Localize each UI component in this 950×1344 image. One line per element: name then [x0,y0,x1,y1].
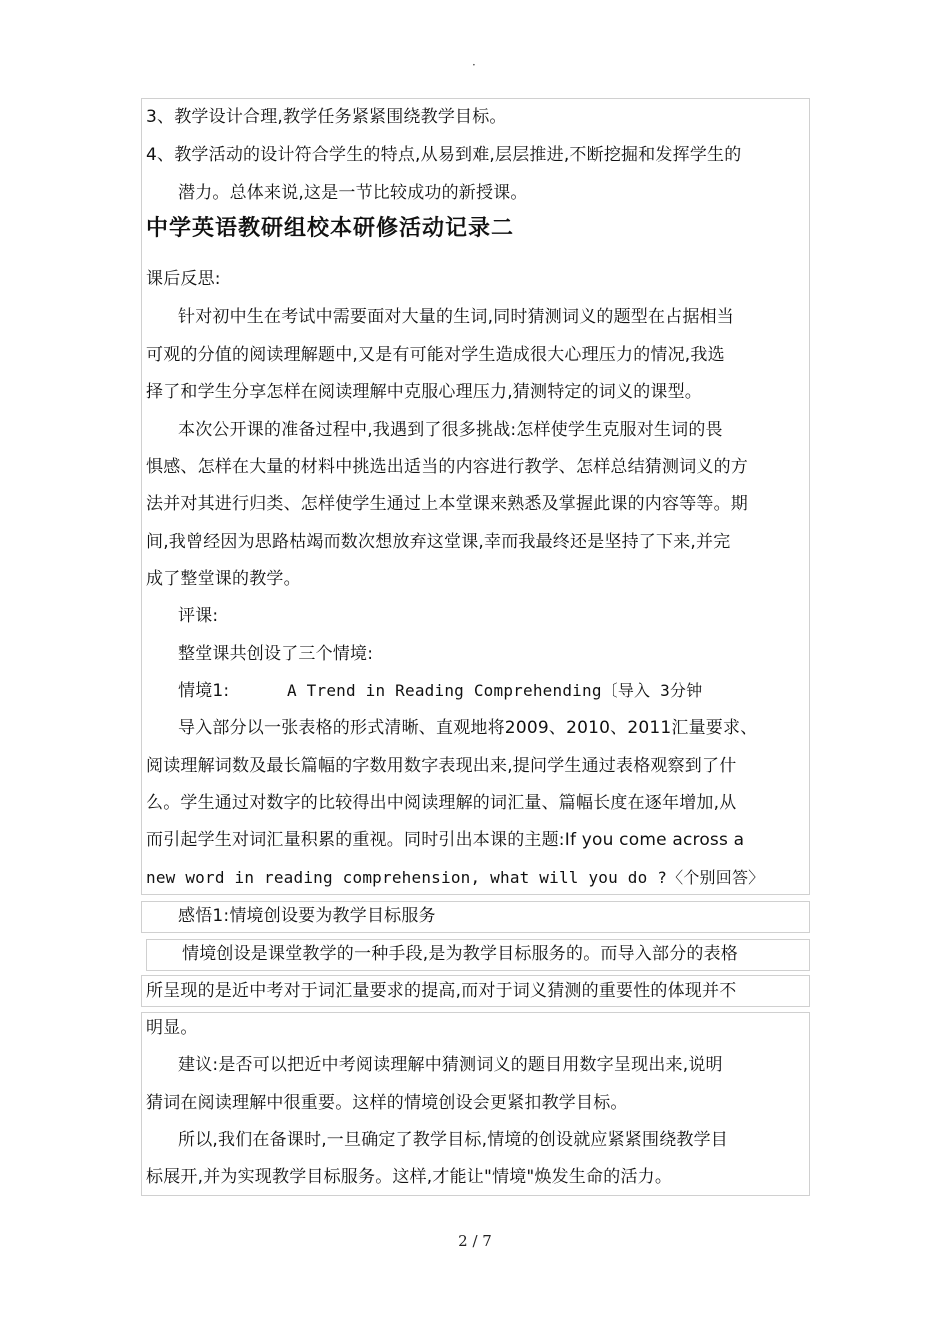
conclusion-line1: 所以,我们在备课时,一旦确定了教学目标,情境的创设就应紧紧围绕教学目 [178,1130,729,1150]
suggestion-line1: 建议:是否可以把近中考阅读理解中猜测词义的题目用数字呈现出来,说明 [178,1055,723,1075]
header-mark: · [472,58,476,72]
reflection-label: 课后反思: [146,269,221,289]
scenario1-label: 情境1: [178,681,230,701]
insight1-desc-line3: 明显。 [146,1018,198,1038]
scenario1-desc-line4: 而引起学生对词汇量积累的重视。同时引出本课的主题:If you come across a [146,830,745,850]
reflection-p2-line3: 法并对其进行归类、怎样使学生通过上本堂课来熟悉及掌握此课的内容等等。期 [146,494,748,514]
suggestion-line2: 猜词在阅读理解中很重要。这样的情境创设会更紧扣教学目标。 [146,1093,628,1113]
review-label: 评课: [178,606,219,626]
reflection-p1-line1: 针对初中生在考试中需要面对大量的生词,同时猜测词义的题型在占据相当 [178,307,735,327]
review-summary: 整堂课共创设了三个情境: [178,644,374,664]
reflection-p1-line2: 可观的分值的阅读理解题中,又是有可能对学生造成很大心理压力的情况,我选 [146,345,725,365]
intro-item-4-line2: 潜力。总体来说,这是一节比较成功的新授课。 [178,183,528,203]
scenario1-desc-line2: 阅读理解词数及最长篇幅的字数用数字表现出来,提问学生通过表格观察到了什 [146,756,737,776]
page-number: 2 / 7 [458,1232,492,1250]
reflection-p1-line3: 择了和学生分享怎样在阅读理解中克服心理压力,猜测特定的词义的课型。 [146,382,703,402]
insight1-title: 感悟1:情境创设要为教学目标服务 [178,906,436,926]
insight1-desc-line1: 情境创设是课堂教学的一种手段,是为教学目标服务的。而导入部分的表格 [182,944,739,964]
scenario1-desc-line5: new word in reading comprehension, what will you do ?〈个别回答〉 [146,868,765,887]
page-title: 中学英语教研组校本研修活动记录二 [146,216,515,241]
intro-item-3: 3、教学设计合理,教学任务紧紧围绕教学目标。 [146,107,507,127]
reflection-p2-line5: 成了整堂课的教学。 [146,569,301,589]
reflection-p2-line1: 本次公开课的准备过程中,我遇到了很多挑战:怎样使学生克服对生词的畏 [178,420,723,440]
conclusion-line2: 标展开,并为实现教学目标服务。这样,才能让"情境"焕发生命的活力。 [146,1167,673,1187]
scenario1-text: A Trend in Reading Comprehending〔导入 3分钟 [287,681,703,700]
reflection-p2-line4: 间,我曾经因为思路枯竭而数次想放弃这堂课,幸而我最终还是坚持了下来,并完 [146,532,731,552]
reflection-p2-line2: 惧感、怎样在大量的材料中挑选出适当的内容进行教学、怎样总结猜测词义的方 [146,457,748,477]
scenario1-desc-line1: 导入部分以一张表格的形式清晰、直观地将2009、2010、2011汇量要求、 [178,718,758,738]
intro-item-4-line1: 4、教学活动的设计符合学生的特点,从易到难,层层推进,不断挖掘和发挥学生的 [146,145,742,165]
insight1-desc-line2: 所呈现的是近中考对于词汇量要求的提高,而对于词义猜测的重要性的体现并不 [146,981,737,1001]
scenario1-desc-line3: 么。学生通过对数字的比较得出中阅读理解的词汇量、篇幅长度在逐年增加,从 [146,793,737,813]
